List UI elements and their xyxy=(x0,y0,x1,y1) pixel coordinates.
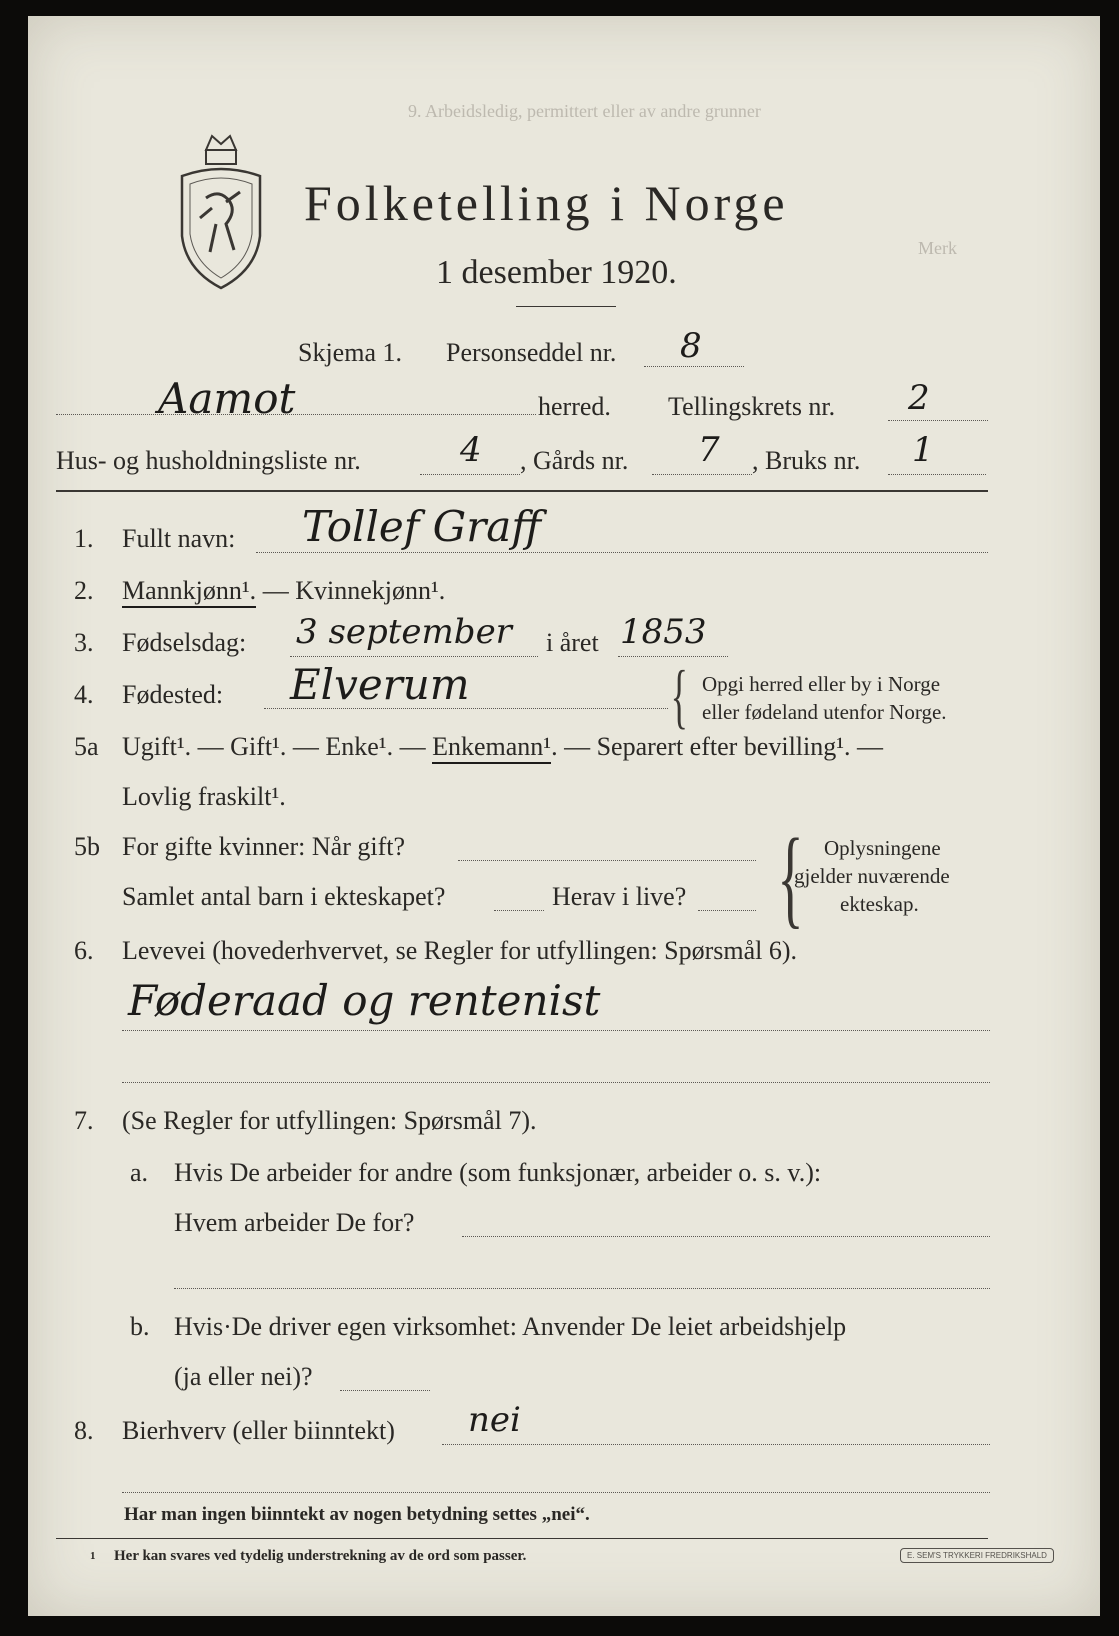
section-divider xyxy=(56,490,988,492)
brace-icon: { xyxy=(670,656,688,736)
q5a-line2: Lovlig fraskilt¹. xyxy=(122,782,286,811)
q6-field-line2 xyxy=(122,1082,990,1083)
q7b-number: b. xyxy=(130,1312,150,1341)
coat-of-arms-icon xyxy=(176,132,266,292)
bottom-note: Har man ingen biinntekt av nogen betydning settes „nei“. xyxy=(124,1504,590,1525)
bruks-field-line xyxy=(888,474,986,475)
husholdningsliste-value: 4 xyxy=(460,430,482,470)
q8-number: 8. xyxy=(74,1416,94,1445)
birthplace-value: Elverum xyxy=(290,660,470,709)
q6-field-line1 xyxy=(122,1030,990,1031)
q4-label: Fødested: xyxy=(122,680,224,709)
gards-label: , Gårds nr. xyxy=(520,446,629,475)
q1-number: 1. xyxy=(74,524,94,553)
q5b-label1: For gifte kvinner: Når gift? xyxy=(122,832,406,861)
q3-day-field-line xyxy=(290,656,538,657)
q5b-label2: Samlet antal barn i ekteskapet? xyxy=(122,882,446,911)
q5b-when-field-line xyxy=(458,860,756,861)
schema-label: Skjema 1. xyxy=(298,338,402,367)
q5a-number: 5a xyxy=(74,732,99,761)
q1-label: Fullt navn: xyxy=(122,524,236,553)
q8-field-line2 xyxy=(122,1492,990,1493)
herred-field-line xyxy=(56,414,536,415)
q5b-label3: Herav i live? xyxy=(552,882,687,911)
personseddel-value: 8 xyxy=(680,326,702,366)
q2-options xyxy=(122,576,445,606)
brace-icon: { xyxy=(777,816,804,938)
q5b-note3: ekteskap. xyxy=(840,892,919,916)
personseddel-label: Personseddel nr. xyxy=(446,338,617,367)
q3-number: 3. xyxy=(74,628,94,657)
bleed-through-text: Merk xyxy=(918,238,957,258)
q5b-alive-field-line xyxy=(698,910,756,911)
herred-label: herred. xyxy=(538,392,611,421)
q4-note-line2: eller fødeland utenfor Norge. xyxy=(702,700,947,724)
husholdningsliste-label: Hus- og husholdningsliste nr. xyxy=(56,446,361,475)
q5b-number: 5b xyxy=(74,832,100,861)
footnote-divider xyxy=(56,1538,988,1539)
tellingskrets-label: Tellingskrets nr. xyxy=(668,392,836,421)
birth-day-value: 3 september xyxy=(296,612,512,652)
title-divider xyxy=(516,306,616,307)
q7a-question: Hvem arbeider De for? xyxy=(174,1208,415,1237)
q8-label: Bierhverv (eller biinntekt) xyxy=(122,1416,395,1445)
herred-value: Aamot xyxy=(158,374,296,423)
q6-label: Levevei (hovederhvervet, se Regler for utfyllingen: Spørsmål 6). xyxy=(122,936,798,965)
form-title: Folketelling i Norge xyxy=(304,175,789,231)
q7-number: 7. xyxy=(74,1106,94,1135)
bruks-value: 1 xyxy=(912,430,934,470)
gender-female: Kvinnekjønn¹. xyxy=(295,576,446,605)
q7a-text: Hvis De arbeider for andre (som funksjonær, arbeider o. s. v.): xyxy=(174,1158,822,1187)
footnote-text: Her kan svares ved tydelig understrekning av de ord som passer. xyxy=(114,1548,527,1564)
form-date: 1 desember 1920. xyxy=(436,254,677,291)
q4-number: 4. xyxy=(74,680,94,709)
q5a-options-a: Ugift¹. — Gift¹. — Enke¹. — xyxy=(122,732,426,761)
footnote-mark: 1 xyxy=(90,1550,96,1562)
occupation-value: Føderaad og rentenist xyxy=(128,976,601,1025)
q2-number: 2. xyxy=(74,576,94,605)
gards-field-line xyxy=(652,474,752,475)
full-name-value: Tollef Graff xyxy=(302,502,542,551)
husholdningsliste-field-line xyxy=(420,474,520,475)
bleed-through-text: 9. Arbeidsledig, permittert eller av andre grunner xyxy=(408,101,761,121)
q5a-options-c: . — Separert efter bevilling¹. — xyxy=(551,732,884,761)
side-income-value: nei xyxy=(468,1400,521,1440)
q7b-text: Hvis·De driver egen virksomhet: Anvender De leiet arbeidshjelp xyxy=(174,1312,847,1341)
gards-value: 7 xyxy=(698,430,720,470)
gender-separator: — xyxy=(256,576,296,605)
q4-note-line1: Opgi herred eller by i Norge xyxy=(702,672,941,696)
q7a-number: a. xyxy=(130,1158,149,1187)
census-form-page xyxy=(28,16,1100,1616)
gender-male-underlined: Mannkjønn¹. xyxy=(122,576,256,608)
bruks-label: , Bruks nr. xyxy=(752,446,861,475)
q7b-question: (ja eller nei)? xyxy=(174,1362,313,1391)
q5a-enkemann-underlined: Enkemann¹ xyxy=(432,732,551,764)
personseddel-field-line xyxy=(644,366,744,367)
q6-number: 6. xyxy=(74,936,94,965)
tellingskrets-value: 2 xyxy=(908,378,930,418)
q7-label: (Se Regler for utfyllingen: Spørsmål 7). xyxy=(122,1106,537,1135)
q7a-field-line2 xyxy=(174,1288,990,1289)
q5a-options xyxy=(122,732,883,762)
q7b-field-line xyxy=(340,1390,430,1391)
q7a-field-line1 xyxy=(462,1236,990,1237)
q1-field-line xyxy=(256,552,988,553)
q5b-note2: gjelder nuværende xyxy=(794,864,950,888)
q3-year-label: i året xyxy=(546,628,599,657)
tellingskrets-field-line xyxy=(888,420,988,421)
printer-stamp: E. SEM'S TRYKKERI FREDRIKSHALD xyxy=(900,1548,1054,1563)
q5b-note1: Oplysningene xyxy=(824,836,941,860)
birth-year-value: 1853 xyxy=(620,612,707,652)
q3-label: Fødselsdag: xyxy=(122,628,247,657)
q8-field-line xyxy=(442,1444,990,1445)
q5b-children-field-line xyxy=(494,910,544,911)
